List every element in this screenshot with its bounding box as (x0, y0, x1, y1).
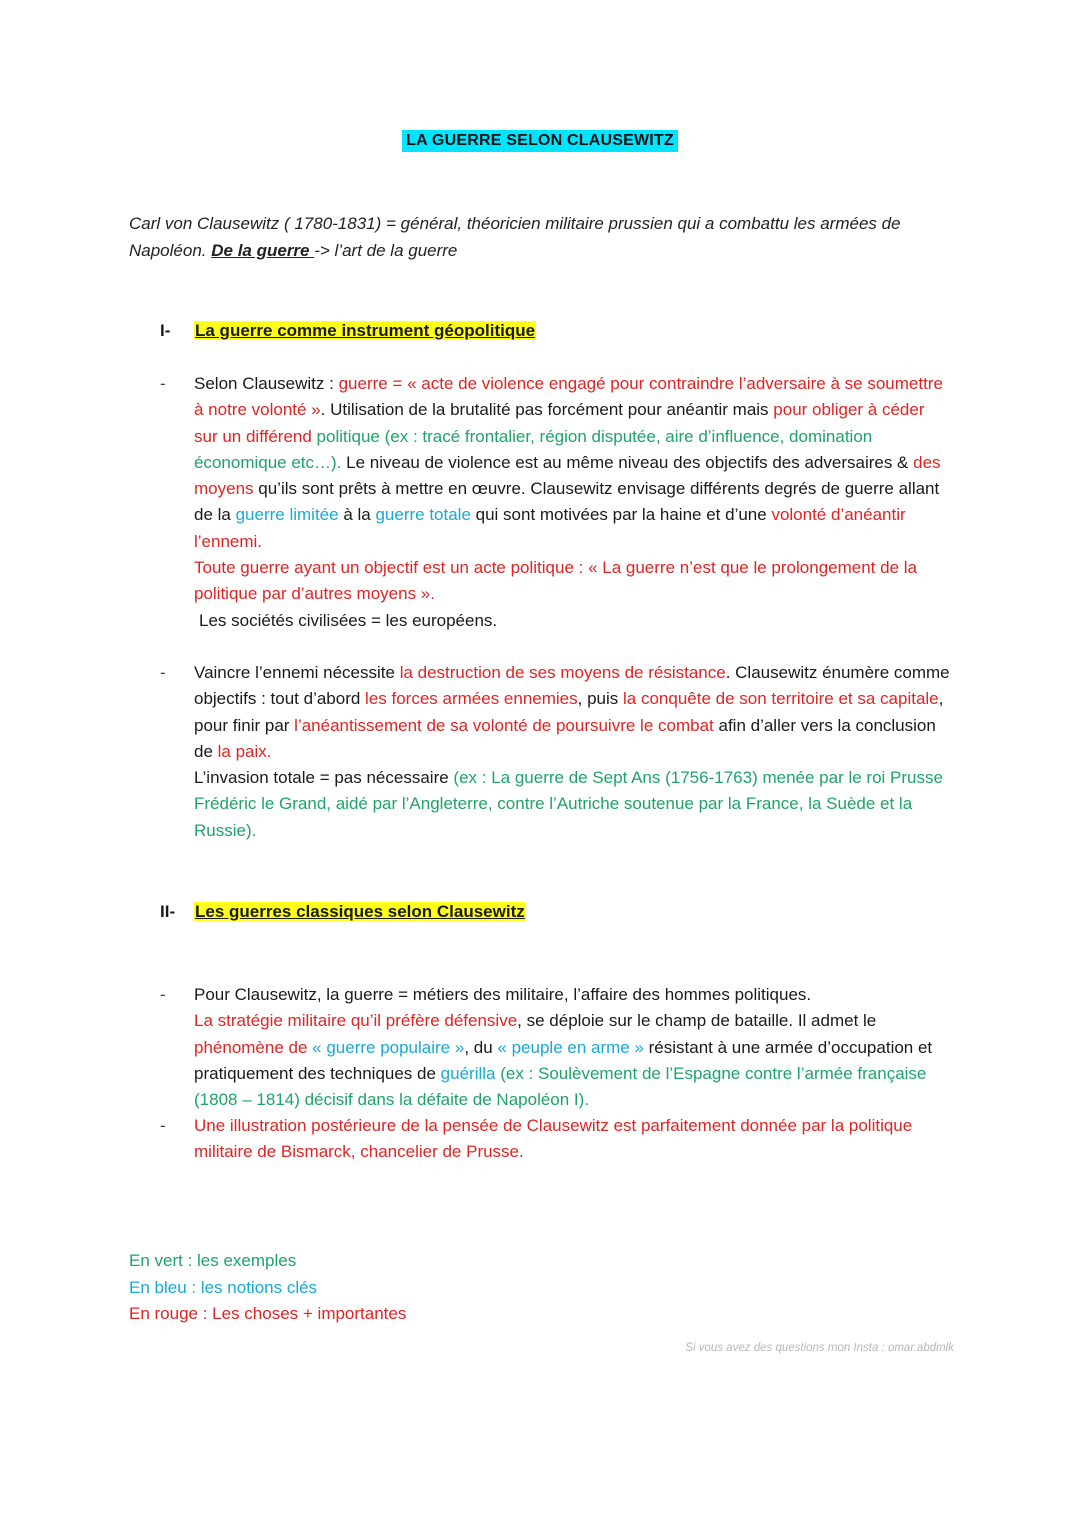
text-run-green: politique (311, 426, 385, 446)
text-run-red: volonté d’anéantir l’ennemi. (194, 505, 906, 551)
intro-paragraph (129, 211, 959, 264)
text-run: Le niveau de violence est au même niveau des objectifs des adversaires & (341, 452, 914, 472)
text-run-blue: guérilla (440, 1063, 496, 1083)
text-run-green: (ex : Soulèvement de l’Espagne contre l’armée française (1808 – 1814) décisif dans la défaite de Napoléon I). (194, 1063, 927, 1110)
text-run-green: (ex : La guerre de Sept Ans (1756-1763) menée par le roi Prusse Frédéric le Grand, aidé par l’Angleterre, contre l’Autriche soutenue par la France, la Suède et la Russie). (194, 768, 943, 840)
bullet-body (194, 660, 950, 844)
text-run: . Clausewitz énumère comme objectifs : tout d’abord (194, 663, 950, 709)
text-run-blue: guerre totale (375, 505, 471, 525)
paragraph (194, 660, 950, 765)
text-run: Vaincre l’ennemi nécessite (194, 663, 400, 682)
text-run-blue: guerre limitée (235, 505, 339, 525)
text-run: afin d’aller vers la conclusion de (194, 715, 936, 761)
text-run-red: la conquête de son territoire et sa capitale (623, 689, 939, 709)
text-run: résistant à une armée d’occupation et pratiquement des techniques de (194, 1037, 933, 1083)
text-run: Selon Clausewitz : (194, 374, 339, 393)
bullet-dash: - (160, 663, 166, 682)
bullet-dash: - (160, 374, 166, 393)
book-title: De la guerre (211, 240, 315, 260)
paragraph-red: Toute guerre ayant un objectif est un acte politique : « La guerre n’est que le prolongement de la politique par d’autres moyens ». (194, 558, 917, 604)
text-run-red: la paix. (217, 741, 272, 761)
paragraph (194, 765, 950, 844)
legend-green: En vert : les exemples (129, 1251, 297, 1270)
bullet-point (160, 982, 950, 1113)
paragraph: Pour Clausewitz, la guerre = métiers des militaire, l’affaire des hommes politiques. (194, 985, 812, 1004)
text-run: , du (464, 1037, 498, 1057)
paragraph (194, 371, 950, 555)
legend-red: En rouge : Les choses + importantes (129, 1304, 407, 1323)
text-run-blue: « guerre populaire » (312, 1037, 465, 1057)
text-run-red: des moyens (194, 452, 941, 499)
section-title: La guerre comme instrument géopolitique (195, 321, 536, 340)
bullet-point (160, 660, 950, 844)
text-run: , puis (577, 689, 623, 709)
text-run-red: l’anéantissement de sa volonté de poursuivre le combat (294, 715, 714, 735)
page-title: LA GUERRE SELON CLAUSEWITZ (402, 130, 678, 152)
text-run: qu’ils sont prêts à mettre en œuvre. Clausewitz envisage différents degrés de guerre allant de la (194, 479, 940, 525)
text-run-red: guerre = « acte de violence engagé pour contraindre l’adversaire à se soumettre à notre volonté » (194, 374, 943, 420)
footer-note: Si vous avez des questions mon Insta : omar.abdmlk (685, 1342, 954, 1354)
legend-blue: En bleu : les notions clés (129, 1277, 318, 1297)
section-title: Les guerres classiques selon Clausewitz (195, 902, 525, 921)
text-run: qui sont motivées par la haine et d’une (470, 505, 772, 525)
bullet-body (194, 1113, 950, 1166)
bullet-point (160, 371, 950, 634)
bullet-dash: - (160, 1116, 166, 1135)
text-run-red: La stratégie militaire qu’il préfère défensive (194, 1011, 518, 1031)
text-run-red: phénomène de (194, 1037, 313, 1057)
paragraph (194, 1008, 950, 1113)
color-legend (129, 1248, 406, 1328)
intro-text: Carl von Clausewitz ( 1780-1831) = général, théoricien militaire prussien qui a combattu les armées de Napoléon. (129, 214, 901, 260)
text-run: à la (338, 505, 376, 525)
text-run: . Utilisation de la brutalité pas forcément pour anéantir mais (320, 400, 774, 420)
intro-text-end: -> l’art de la guerre (314, 240, 458, 260)
section-number: II- (160, 902, 176, 921)
text-run: , se déploie sur le champ de bataille. Il admet le (517, 1011, 877, 1031)
text-run-red: les forces armées ennemies (365, 689, 578, 709)
section-heading-1 (160, 319, 960, 343)
paragraph: Les sociétés civilisées = les européens. (199, 610, 498, 630)
text-run-green: (ex : tracé frontalier, région disputée, aire d’influence, domination économique etc…). (194, 426, 873, 472)
paragraph-red: Une illustration postérieure de la pensée de Clausewitz est parfaitement donnée par la politique militaire de Bismarck, chancelier de Prusse. (194, 1116, 913, 1162)
text-run-red: pour obliger à céder sur un différend (194, 400, 925, 446)
bullet-body (194, 371, 950, 634)
text-run: , pour finir par (194, 689, 944, 735)
section-heading-2 (160, 900, 960, 924)
text-run-red: la destruction de ses moyens de résistance (399, 663, 726, 682)
bullet-dash: - (160, 985, 166, 1004)
text-run-blue: « peuple en arme » (497, 1037, 644, 1057)
bullet-body (194, 982, 950, 1113)
title-container (0, 130, 1080, 152)
section-number: I- (160, 321, 171, 340)
bullet-point (160, 1113, 950, 1166)
text-run: L’invasion totale = pas nécessaire (194, 768, 454, 788)
